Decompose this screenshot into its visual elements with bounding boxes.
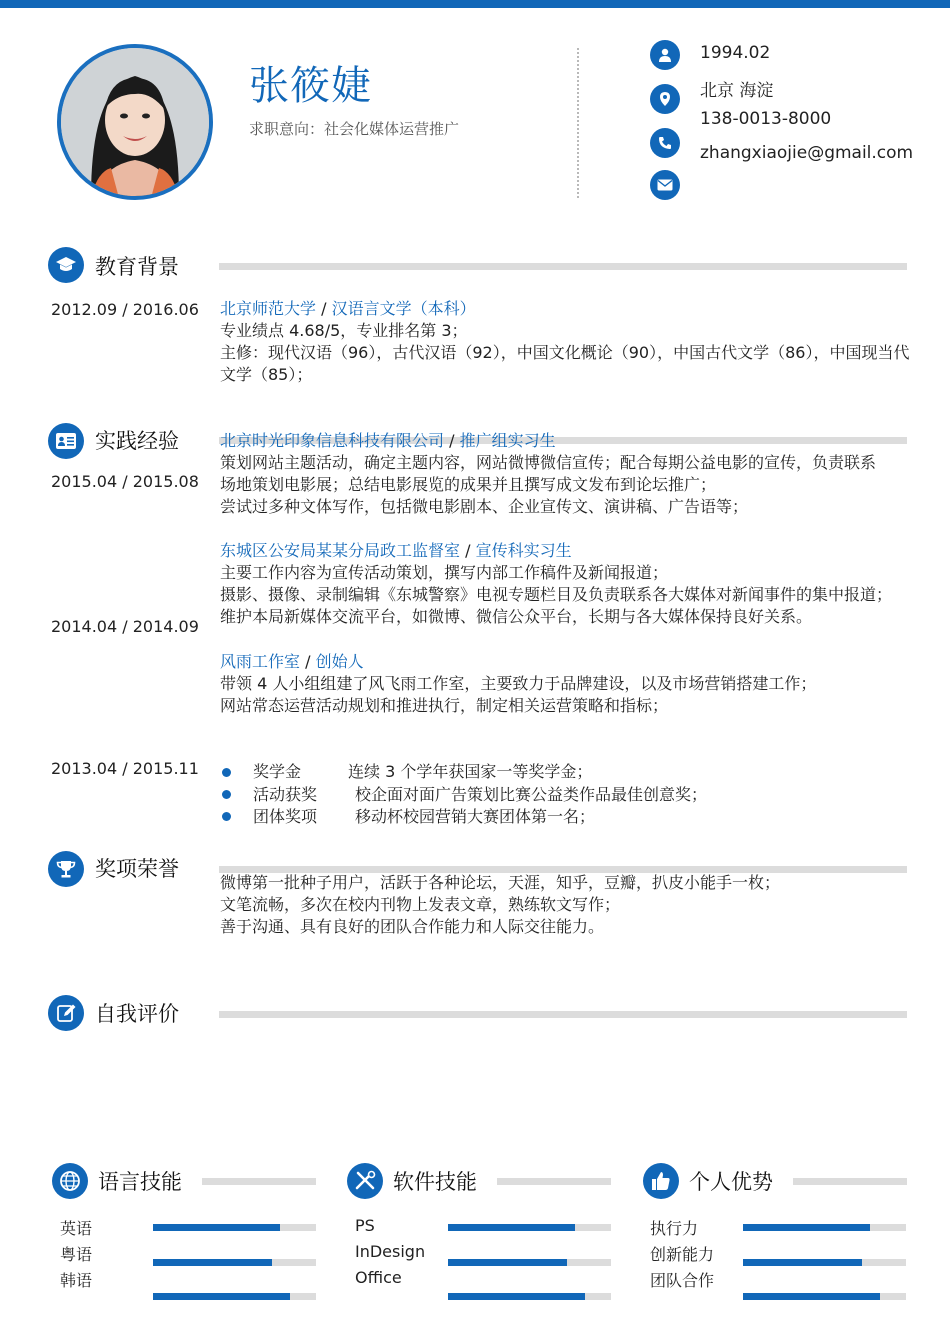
- skill-label: 粤语: [60, 1245, 93, 1264]
- skill-label: 团队合作: [650, 1271, 715, 1290]
- contact-location: 北京 海淀: [700, 81, 774, 101]
- practice-header: 东城区公安局某某分局政工监督室 / 宣传科实习生: [220, 541, 572, 560]
- skill-label: PS: [355, 1216, 375, 1235]
- practice-date: 2014.04 / 2014.09: [51, 617, 199, 636]
- practice-line: 主要工作内容为宣传活动策划，撰写内部工作稿件及新闻报道；: [220, 563, 669, 582]
- skill-bar-fill: [448, 1224, 575, 1231]
- bullet-dot: [222, 768, 231, 777]
- education-major: 汉语言文学（本科）: [331, 299, 476, 318]
- education-line: 专业绩点 4.68/5，专业排名第 3；: [220, 321, 468, 340]
- contact-phone: 138-0013-8000: [700, 109, 832, 129]
- section-title-awards: 奖项荣誉: [95, 857, 179, 881]
- education-line: 主修：现代汉语（96），古代汉语（92），中国文化概论（90），中国古代文学（86），中国现当代文学（85）；: [220, 343, 910, 384]
- self-eval-line: 文笔流畅，多次在校内刊物上发表文章，熟练软文写作；: [220, 895, 621, 914]
- thumbs-up-icon: [643, 1163, 679, 1199]
- section-title-education: 教育背景: [95, 255, 179, 279]
- self-eval-line: 善于沟通、具有良好的团队合作能力和人际交往能力。: [220, 917, 605, 936]
- award-name: 活动获奖: [253, 785, 318, 804]
- skill-label: InDesign: [355, 1242, 426, 1261]
- practice-org: 北京时光印象信息科技有限公司: [220, 431, 445, 450]
- skill-bar: [448, 1259, 611, 1266]
- contact-email[interactable]: zhangxiaojie@gmail.com: [700, 143, 914, 163]
- section-divider: [497, 1178, 611, 1185]
- education-header: 北京师范大学 / 汉语言文学（本科）: [220, 299, 476, 318]
- award-desc: 校企面对面广告策划比赛公益类作品最佳创意奖；: [355, 785, 708, 804]
- practice-role: 创始人: [315, 652, 364, 671]
- top-accent-bar: [0, 0, 950, 8]
- practice-header: 北京时光印象信息科技有限公司 / 推广组实习生: [220, 431, 556, 450]
- skill-bar: [743, 1224, 906, 1231]
- award-name: 团体奖项: [253, 807, 318, 826]
- skill-bar: [743, 1293, 906, 1300]
- header-divider: [577, 48, 579, 198]
- email-icon: [650, 170, 680, 200]
- globe-icon: [52, 1163, 88, 1199]
- skill-label: 创新能力: [650, 1245, 715, 1264]
- person-icon: [650, 40, 680, 70]
- practice-line: 摄影、摄像、录制编辑《东城警察》电视专题栏目及负责联系各大媒体对新闻事件的集中报道；: [220, 585, 893, 604]
- bullet-dot: [222, 790, 231, 799]
- skill-bar-fill: [153, 1259, 272, 1266]
- section-title-self: 自我评价: [95, 1002, 179, 1026]
- section-divider: [219, 1011, 907, 1018]
- skill-bar: [153, 1224, 316, 1231]
- practice-role: 宣传科实习生: [475, 541, 572, 560]
- job-intent: 求职意向：社会化媒体运营推广: [249, 120, 460, 138]
- skill-bar-fill: [743, 1293, 880, 1300]
- bullet-dot: [222, 812, 231, 821]
- practice-line: 网站常态运营活动规划和推进执行，制定相关运营策略和指标；: [220, 696, 669, 715]
- section-title-advantage: 个人优势: [689, 1170, 773, 1194]
- profile-photo: [57, 44, 213, 200]
- practice-line: 场地策划电影展；总结电影展览的成果并且撰写成文发布到论坛推广；: [220, 475, 717, 494]
- section-title-language: 语言技能: [98, 1170, 182, 1194]
- award-desc: 连续 3 个学年获国家一等奖学金；: [348, 762, 593, 781]
- practice-date: 2013.04 / 2015.11: [51, 759, 199, 778]
- practice-org: 风雨工作室: [220, 652, 301, 671]
- skill-bar: [743, 1259, 906, 1266]
- practice-line: 尝试过多种文体写作，包括微电影剧本、企业宣传文、演讲稿、广告语等；: [220, 497, 749, 516]
- skill-bar-fill: [448, 1293, 585, 1300]
- skill-label: 执行力: [650, 1219, 699, 1238]
- education-school: 北京师范大学: [220, 299, 317, 318]
- tools-icon: [347, 1163, 383, 1199]
- trophy-icon: [48, 851, 84, 887]
- skill-bar-fill: [153, 1293, 290, 1300]
- section-title-practice: 实践经验: [95, 429, 179, 453]
- skill-label: 韩语: [60, 1271, 93, 1290]
- skill-bar-fill: [743, 1259, 862, 1266]
- skill-bar-fill: [743, 1224, 870, 1231]
- practice-line: 策划网站主题活动，确定主题内容，网站微博微信宣传；配合每期公益电影的宣传，负责联系: [220, 453, 877, 472]
- skill-label: Office: [355, 1268, 402, 1287]
- skill-bar: [153, 1293, 316, 1300]
- skill-bar: [153, 1259, 316, 1266]
- education-date: 2012.09 / 2016.06: [51, 300, 199, 319]
- skill-bar: [448, 1293, 611, 1300]
- id-card-icon: [48, 423, 84, 459]
- practice-line: 带领 4 人小组组建了风飞雨工作室，主要致力于品牌建设，以及市场营销搭建工作；: [220, 674, 817, 693]
- skill-label: 英语: [60, 1219, 93, 1238]
- skill-bar-fill: [153, 1224, 280, 1231]
- skill-bar-fill: [448, 1259, 567, 1266]
- section-divider: [202, 1178, 316, 1185]
- contact-birth: 1994.02: [700, 43, 771, 63]
- award-desc: 移动杯校园营销大赛团体第一名；: [355, 807, 596, 826]
- section-title-software: 软件技能: [393, 1170, 477, 1194]
- practice-date: 2015.04 / 2015.08: [51, 472, 199, 491]
- graduation-cap-icon: [48, 247, 84, 283]
- practice-role: 推广组实习生: [459, 431, 556, 450]
- edit-icon: [48, 995, 84, 1031]
- practice-line: 维护本局新媒体交流平台，如微博、微信公众平台，长期与各大媒体保持良好关系。: [220, 607, 813, 626]
- phone-icon: [650, 128, 680, 158]
- location-icon: [650, 84, 680, 114]
- practice-org: 东城区公安局某某分局政工监督室: [220, 541, 461, 560]
- section-divider: [793, 1178, 907, 1185]
- practice-header: 风雨工作室 / 创始人: [220, 652, 364, 671]
- self-eval-line: 微博第一批种子用户，活跃于各种论坛，天涯，知乎，豆瓣，扒皮小能手一枚；: [220, 873, 781, 892]
- section-divider: [219, 263, 907, 270]
- skill-bar: [448, 1224, 611, 1231]
- candidate-name: 张筱婕: [249, 63, 372, 109]
- award-name: 奖学金: [253, 762, 302, 781]
